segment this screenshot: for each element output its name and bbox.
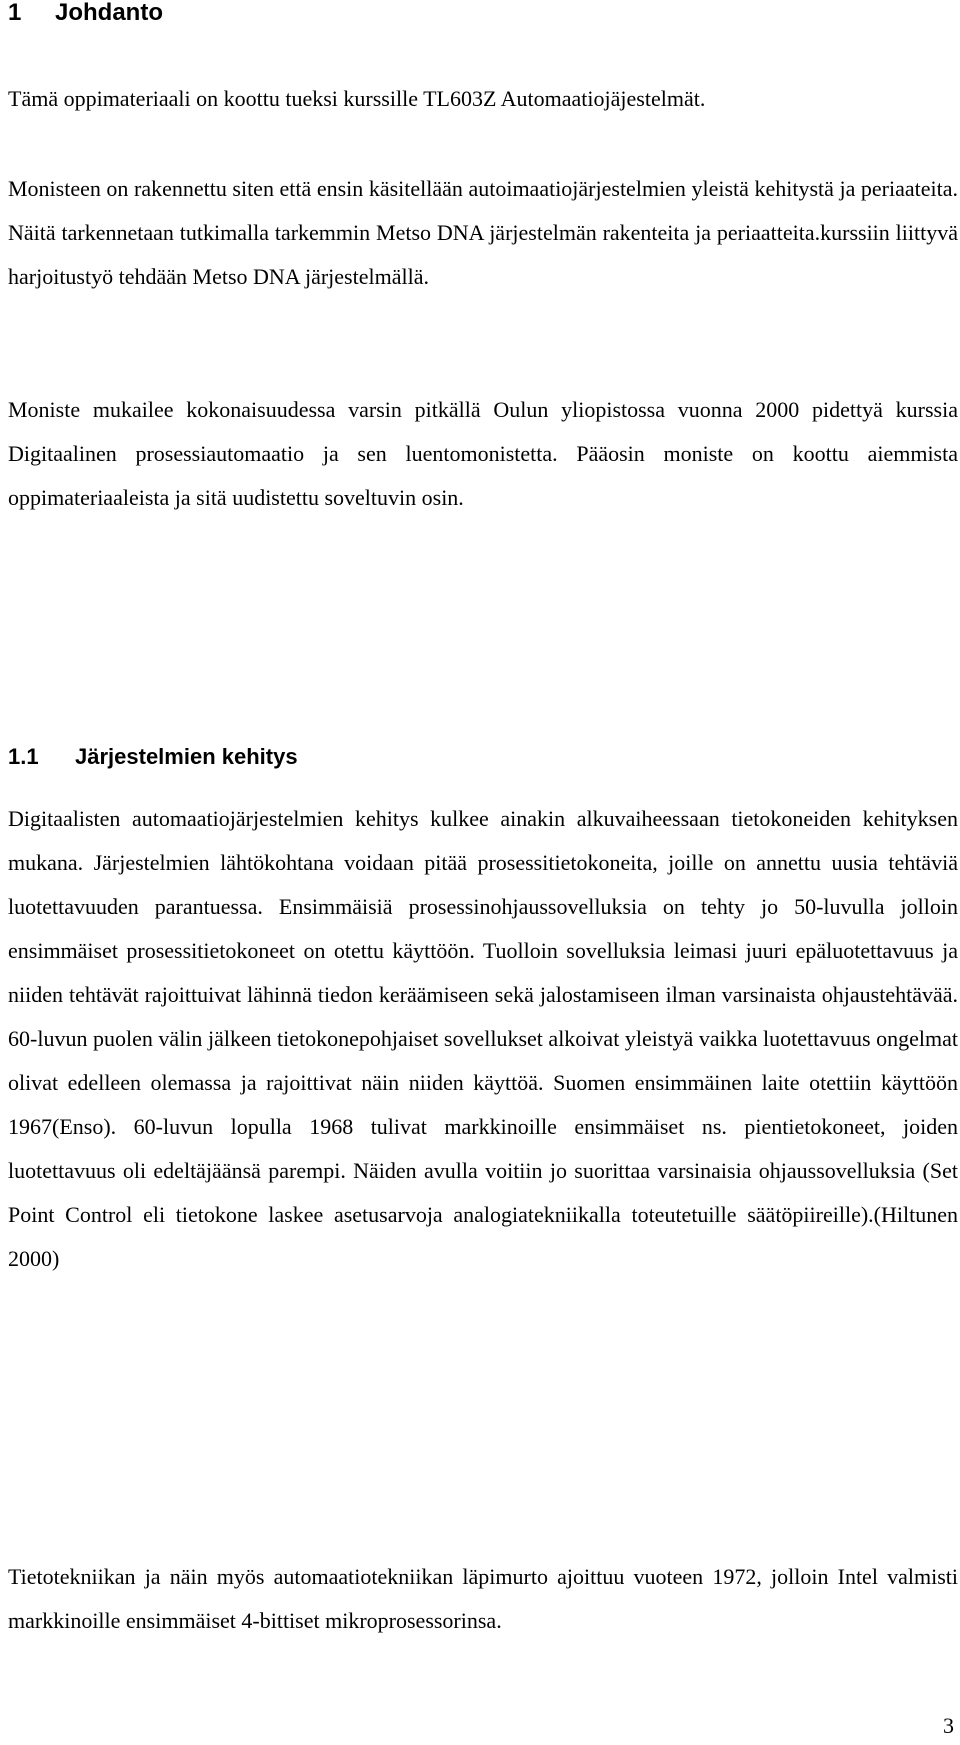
section-title: Järjestelmien kehitys [75, 744, 298, 769]
section-heading [8, 743, 298, 771]
section-number: 1.1 [8, 744, 39, 769]
paragraph-structure: Monisteen on rakennettu siten että ensin käsitellään autoimaatiojärjestelmien yleistä kehitystä ja periaateita. Näitä tarkennetaan tutkimalla tarkemmin Metso DNA järjestelmän rakenteita ja periaatteita.kurssiin liittyvä harjoitustyö tehdään Metso DNA järjestelmällä. [8, 176, 958, 289]
paragraph-history: Digitaalisten automaatiojärjestelmien kehitys kulkee ainakin alkuvaiheessaan tietokoneiden kehityksen mukana. Järjestelmien lähtökohtana voidaan pitää prosessitietokoneita, joille on annettu uusia tehtäviä luotettavuuden parantuessa. Ensimmäisiä prosessinohjaussovelluksia on tehty jo 50-luvulla jolloin ensimmäiset prosessitietokoneet on otettu käyttöön. Tuolloin sovelluksia leimasi juuri epäluotettavuus ja niiden tehtävät rajoittuivat lähinnä tiedon keräämiseen sekä jalostamiseen ilman varsinaista ohjaustehtävää. 60-luvun puolen välin jälkeen tietokonepohjaiset sovellukset alkoivat yleistyä vaikka luotettavuus ongelmat olivat edelleen olemassa ja rajoittivat näin niiden käyttöä. Suomen ensimmäinen laite otettiin käyttöön 1967(Enso). 60-luvun lopulla 1968 tulivat markkinoille ensimmäiset ns. pientietokoneet, joiden luotettavuus oli edeltäjäänsä parempi. Näiden avulla voitiin jo suorittaa varsinaisia ohjaussovelluksia (Set Point Control eli tietokone laskee asetusarvoja analogiatekniikalla toteutetuille säätöpiireille).(Hiltunen 2000) [8, 806, 958, 1271]
page-number: 3 [943, 1713, 954, 1738]
chapter-number: 1 [8, 0, 22, 26]
chapter-title: Johdanto [55, 0, 163, 26]
chapter-heading [8, 0, 163, 28]
paragraph-intro: Tämä oppimateriaali on koottu tueksi kurssille TL603Z Automaatiojäjestelmät. [8, 86, 706, 111]
paragraph-source: Moniste mukailee kokonaisuudessa varsin pitkällä Oulun yliopistossa vuonna 2000 pidettyä kurssia Digitaalinen prosessiautomaatio ja sen luentomonistetta. Pääosin moniste on koottu aiemmista oppimateriaaleista ja sitä uudistettu soveltuvin osin. [8, 397, 958, 510]
paragraph-breakthrough: Tietotekniikan ja näin myös automaatiotekniikan läpimurto ajoittuu vuoteen 1972, jolloin Intel valmisti markkinoille ensimmäiset 4-bittiset mikroprosessorinsa. [8, 1564, 958, 1633]
